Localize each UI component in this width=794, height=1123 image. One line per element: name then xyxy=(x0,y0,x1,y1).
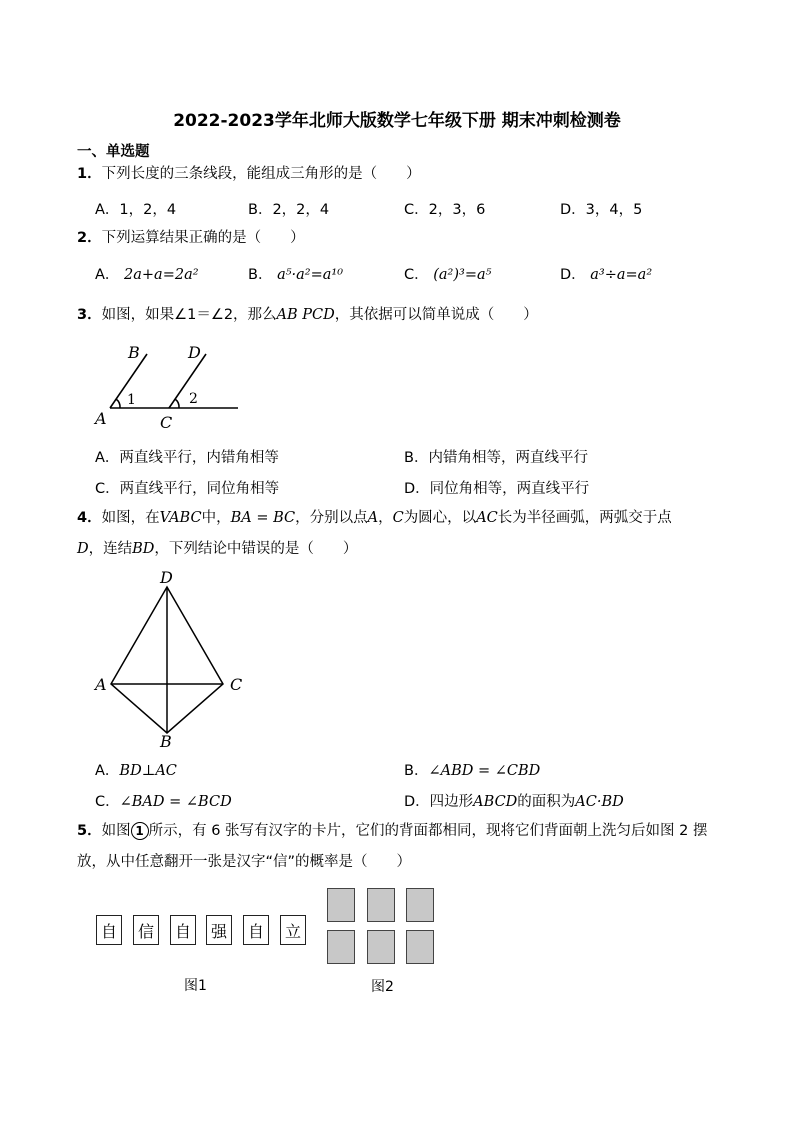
stem-math: BA = BC xyxy=(230,510,296,526)
option-label: C． xyxy=(404,267,429,283)
option-math: BD⊥AC xyxy=(119,763,177,779)
option-math: a⁵·a²=a¹⁰ xyxy=(277,267,344,283)
q1-option-a: A．1，2，4 xyxy=(95,202,177,218)
label-a: A xyxy=(95,409,107,428)
q3-option-c: C．两直线平行，同位角相等 xyxy=(95,481,280,497)
question-4-line-2 xyxy=(77,539,357,559)
face-down-card xyxy=(327,888,355,922)
question-5-line-2: 放，从中任意翻开一张是汉字“信”的概率是（ ） xyxy=(77,854,412,870)
stem-text: 如图，在 xyxy=(101,510,160,526)
label-a: A xyxy=(95,675,107,694)
stem-math: AC xyxy=(476,510,498,526)
circled-number: 1 xyxy=(131,822,149,840)
stem-math: AB PCD xyxy=(276,307,335,323)
face-down-card xyxy=(406,888,434,922)
figure-2-caption: 图2 xyxy=(371,979,394,995)
stem-text: 长为半径画弧，两弧交于点 xyxy=(497,510,672,526)
option-math: ABCD xyxy=(473,794,518,810)
question-number: 5． xyxy=(77,823,102,839)
stem-text: ，下列结论中错误的是（ ） xyxy=(154,541,358,557)
q2-option-a xyxy=(95,263,199,284)
q1-option-d: D．3，4，5 xyxy=(560,202,643,218)
option-label: D． xyxy=(560,267,586,283)
q4-option-c xyxy=(95,790,232,811)
option-math: ∠ABD = ∠CBD xyxy=(428,763,541,779)
card-3: 自 xyxy=(170,915,196,945)
face-down-card xyxy=(406,930,434,964)
label-d: D xyxy=(188,343,201,362)
q2-option-d xyxy=(560,263,652,284)
q1-option-b: B．2，2，4 xyxy=(248,202,330,218)
label-c: C xyxy=(160,413,173,432)
page-title: 2022-2023学年北师大版数学七年级下册 期末冲刺检测卷 xyxy=(173,111,621,131)
label-angle-2: 2 xyxy=(189,391,198,407)
label-b: B xyxy=(160,732,172,750)
option-label: B． xyxy=(248,267,273,283)
question-4-line-1 xyxy=(77,508,672,528)
angle-2-arc xyxy=(175,399,179,408)
card-4: 强 xyxy=(206,915,232,945)
question-stem: 下列长度的三条线段，能组成三角形的是（ ） xyxy=(101,166,421,182)
card-2: 信 xyxy=(133,915,159,945)
q4-option-d xyxy=(404,790,624,811)
q4-option-a xyxy=(95,759,177,780)
option-text: 四边形 xyxy=(429,794,474,810)
stem-text: 为圆心，以 xyxy=(403,510,477,526)
label-d: D xyxy=(160,568,173,587)
card-1: 自 xyxy=(96,915,122,945)
question-5-line-1 xyxy=(77,821,707,841)
question-stem: 下列运算结果正确的是（ ） xyxy=(101,230,305,246)
stem-math: VABC xyxy=(159,510,202,526)
question-3 xyxy=(77,305,538,325)
stem-text: ，分别以点 xyxy=(295,510,368,526)
q4-option-b xyxy=(404,759,540,780)
figure-1-caption: 图1 xyxy=(184,978,207,994)
question-2 xyxy=(77,228,305,248)
question-number: 1． xyxy=(77,166,102,182)
q3-option-a: A．两直线平行，内错角相等 xyxy=(95,450,279,466)
q2-option-b xyxy=(248,263,343,284)
stem-text: ，连结 xyxy=(88,541,133,557)
option-label: A． xyxy=(95,763,120,779)
label-angle-1: 1 xyxy=(127,392,136,408)
face-down-card xyxy=(367,888,395,922)
label-b: B xyxy=(128,343,140,362)
stem-text: 所示，有 6 张写有汉字的卡片，它们的背面都相同，现将它们背面朝上洗匀后如图 2 摆 xyxy=(148,823,708,839)
card-6: 立 xyxy=(280,915,306,945)
q1-option-c: C．2，3，6 xyxy=(404,202,486,218)
option-math: ∠BAD = ∠BCD xyxy=(119,794,232,810)
question-number: 2． xyxy=(77,230,102,246)
face-down-card xyxy=(367,930,395,964)
option-text: 的面积为 xyxy=(517,794,576,810)
question-number: 3． xyxy=(77,307,102,323)
question-stem: 如图，如果∠1＝∠2，那么 xyxy=(101,307,277,323)
question-stem-end: ，其依据可以简单说成（ ） xyxy=(334,307,538,323)
stem-math: BD xyxy=(132,541,155,557)
q3-option-b: B．内错角相等，两直线平行 xyxy=(404,450,588,466)
label-c: C xyxy=(230,675,243,694)
kite-figure xyxy=(90,565,250,750)
stem-math: A xyxy=(367,510,379,526)
option-math: 2a+a=2a² xyxy=(124,267,199,283)
q3-option-d: D．同位角相等，两直线平行 xyxy=(404,481,590,497)
parallel-lines-figure xyxy=(90,340,250,435)
question-number: 4． xyxy=(77,510,102,526)
stem-math: D xyxy=(77,541,89,557)
card-5: 自 xyxy=(243,915,269,945)
line-cd xyxy=(169,354,206,408)
face-down-card xyxy=(327,930,355,964)
option-label: C． xyxy=(95,794,120,810)
section-heading: 一、单选题 xyxy=(77,144,150,160)
option-math: AC·BD xyxy=(575,794,624,810)
stem-text: ， xyxy=(378,510,393,526)
option-label: B． xyxy=(404,763,429,779)
q2-option-c xyxy=(404,263,491,284)
stem-text: 中， xyxy=(201,510,231,526)
stem-text: 如图 xyxy=(101,823,131,839)
option-label: D． xyxy=(404,794,430,810)
option-math: (a²)³=a⁵ xyxy=(433,267,492,283)
question-1 xyxy=(77,164,421,184)
option-label: A． xyxy=(95,267,120,283)
stem-math: C xyxy=(392,510,404,526)
option-math: a³÷a=a² xyxy=(590,267,653,283)
angle-1-arc xyxy=(116,399,120,408)
